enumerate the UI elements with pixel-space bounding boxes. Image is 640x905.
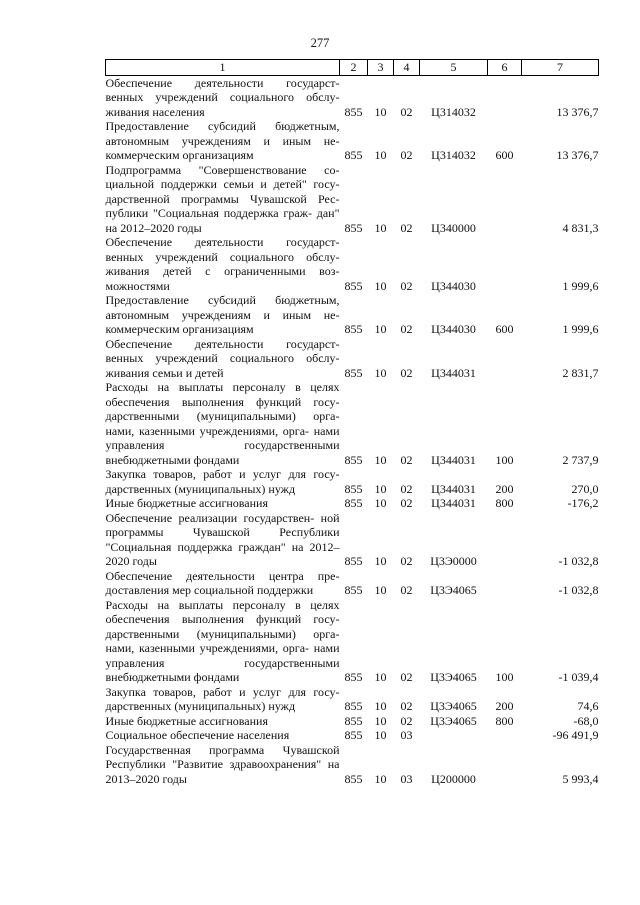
- row-section-code: 10: [374, 554, 387, 568]
- budget-table: [105, 59, 599, 786]
- row-amount: 13 376,7: [556, 104, 599, 119]
- row-amount: -1 039,4: [558, 670, 599, 684]
- row-name: Иные бюджетные ассигнования: [105, 713, 268, 728]
- row-section-code: 10: [374, 728, 387, 742]
- row-amount: 2 831,7: [562, 365, 599, 380]
- row-expense-type: 100: [495, 670, 514, 684]
- row-expense-type: 800: [495, 713, 514, 728]
- column-header: 5: [420, 60, 488, 76]
- row-name: Закупка товаров, работ и услуг для госу- дарственных (муниципальных) нужд: [105, 684, 340, 713]
- row-target-article: Ц3Э4065: [430, 713, 477, 728]
- column-header: 7: [522, 60, 599, 76]
- table-row: [106, 598, 599, 685]
- row-ministry-code: 855: [344, 496, 363, 510]
- row-subsection-code: 02: [400, 496, 413, 510]
- row-expense-type: [488, 337, 522, 381]
- row-amount: 4 831,3: [562, 220, 599, 235]
- row-subsection-code: 02: [400, 699, 413, 713]
- row-expense-type: [488, 75, 522, 119]
- row-name: Обеспечение деятельности центра пре- доставления мер социальной поддержки: [105, 568, 340, 597]
- row-section-code: 10: [374, 104, 387, 119]
- row-ministry-code: 855: [344, 554, 363, 568]
- row-ministry-code: 855: [344, 220, 363, 235]
- row-section-code: 10: [374, 148, 387, 162]
- row-ministry-code: 855: [344, 481, 363, 496]
- row-subsection-code: 02: [400, 220, 413, 235]
- row-target-article: Ц3Э4065: [430, 699, 477, 713]
- row-subsection-code: 02: [400, 554, 413, 568]
- row-subsection-code: 02: [400, 104, 413, 119]
- row-ministry-code: 855: [344, 104, 363, 119]
- row-name: Государственная программа Чувашской Республики "Развитие здравоохранения" на 2013–2020 годы: [105, 742, 340, 786]
- row-target-article: Ц344031: [431, 452, 476, 467]
- table-row: [106, 511, 599, 569]
- row-section-code: 10: [374, 583, 387, 597]
- row-name: Социальное обеспечение населения: [105, 728, 290, 742]
- row-name: Расходы на выплаты персоналу в целях обеспечения выполнения функций госу- дарственными (муниципальными) орга- нами, казенными учреждениями, орга- нами управления государственными внебюджетными фондами: [105, 597, 340, 684]
- row-expense-type: 600: [495, 322, 514, 336]
- row-section-code: 10: [374, 670, 387, 684]
- row-section-code: 10: [374, 322, 387, 336]
- row-ministry-code: 855: [344, 670, 363, 684]
- table-row: [106, 337, 599, 381]
- row-section-code: 10: [374, 365, 387, 380]
- row-amount: -1 032,8: [558, 554, 599, 568]
- row-subsection-code: 02: [400, 365, 413, 380]
- row-name: Иные бюджетные ассигнования: [105, 496, 268, 510]
- row-section-code: 10: [374, 771, 387, 786]
- table-row: [106, 293, 599, 337]
- row-name: Подпрограмма "Совершенствование со- циальной поддержки семьи и детей" госу- дарственной программы Чувашской Рес- публики "Социальная поддержка граж- дан" на 2012–2020 годы: [105, 162, 340, 235]
- row-name: Предоставление субсидий бюджетным, автономным учреждениям и иным не- коммерческим организациям: [105, 293, 340, 336]
- row-ministry-code: 855: [344, 713, 363, 728]
- row-amount: -176,2: [567, 496, 599, 510]
- row-target-article: Ц344030: [431, 278, 476, 293]
- row-ministry-code: 855: [344, 452, 363, 467]
- table-row: [106, 728, 599, 743]
- table-row: [106, 496, 599, 511]
- row-name: Обеспечение деятельности государст- венных учреждений социального обслу- живания населения: [105, 75, 340, 119]
- row-name: Обеспечение деятельности государст- венных учреждений социального обслу- живания семьи и детей: [105, 336, 340, 380]
- row-target-article: Ц344031: [431, 496, 476, 510]
- row-subsection-code: 03: [400, 728, 413, 742]
- row-amount: -68,0: [573, 713, 599, 728]
- row-expense-type: 800: [495, 496, 514, 510]
- row-amount: -96 491,9: [552, 728, 599, 742]
- row-target-article: Ц314032: [431, 148, 476, 162]
- row-expense-type: [488, 235, 522, 293]
- row-subsection-code: 02: [400, 322, 413, 336]
- row-section-code: 10: [374, 278, 387, 293]
- row-section-code: 10: [374, 452, 387, 467]
- row-section-code: 10: [374, 699, 387, 713]
- row-target-article: Ц344031: [431, 365, 476, 380]
- row-ministry-code: 855: [344, 699, 363, 713]
- page-number: 277: [310, 36, 330, 50]
- row-amount: 270,0: [571, 481, 599, 496]
- row-amount: 1 999,6: [562, 278, 599, 293]
- row-expense-type: 100: [495, 452, 514, 467]
- row-target-article: Ц340000: [431, 220, 476, 235]
- row-name: Обеспечение деятельности государст- венных учреждений социального обслу- живания детей с ограниченными воз- можностями: [105, 235, 340, 293]
- table-row: [106, 380, 599, 467]
- row-target-article: Ц344030: [431, 322, 476, 336]
- row-name: Предоставление субсидий бюджетным, автономным учреждениям и иным не- коммерческим организациям: [105, 119, 340, 162]
- row-section-code: 10: [374, 496, 387, 510]
- row-name: Обеспечение реализации государствен- ной программы Чувашской Республики "Социальная поддержка граждан" на 2012–2020 годы: [105, 510, 340, 568]
- row-ministry-code: 855: [344, 365, 363, 380]
- row-section-code: 10: [374, 713, 387, 728]
- row-expense-type: 600: [495, 148, 514, 162]
- table-row: [106, 685, 599, 714]
- row-name: Закупка товаров, работ и услуг для госу- дарственных (муниципальных) нужд: [105, 467, 340, 496]
- row-amount: 2 737,9: [562, 452, 599, 467]
- row-ministry-code: 855: [344, 148, 363, 162]
- table-row: [106, 75, 599, 119]
- table-row: [106, 714, 599, 729]
- table-row: [106, 743, 599, 787]
- row-expense-type: [488, 569, 522, 598]
- row-section-code: 10: [374, 220, 387, 235]
- row-target-article: Ц3Э0000: [430, 554, 477, 568]
- row-amount: 13 376,7: [556, 148, 599, 162]
- table-row: [106, 119, 599, 163]
- column-header-row: [106, 60, 599, 76]
- row-ministry-code: 855: [344, 583, 363, 597]
- row-expense-type: [488, 163, 522, 236]
- row-subsection-code: 02: [400, 583, 413, 597]
- row-ministry-code: 855: [344, 322, 363, 336]
- row-expense-type: [488, 511, 522, 569]
- row-ministry-code: 855: [344, 771, 363, 786]
- column-header: 2: [340, 60, 368, 76]
- row-subsection-code: 03: [400, 771, 413, 786]
- row-subsection-code: 02: [400, 481, 413, 496]
- row-amount: 5 993,4: [562, 771, 599, 786]
- row-ministry-code: 855: [344, 728, 363, 742]
- row-subsection-code: 02: [400, 713, 413, 728]
- table-row: [106, 569, 599, 598]
- row-subsection-code: 02: [400, 278, 413, 293]
- column-header: 6: [488, 60, 522, 76]
- row-expense-type: 200: [495, 481, 514, 496]
- row-target-article: Ц344031: [431, 481, 476, 496]
- row-expense-type: [488, 743, 522, 787]
- column-header: 1: [106, 60, 340, 76]
- row-target-article: Ц3Э4065: [430, 583, 477, 597]
- row-amount: -1 032,8: [558, 583, 599, 597]
- column-header: 4: [394, 60, 420, 76]
- row-subsection-code: 02: [400, 148, 413, 162]
- table-row: [106, 163, 599, 236]
- row-target-article: Ц3Э4065: [430, 670, 477, 684]
- table-row: [106, 467, 599, 496]
- row-target-article: [420, 728, 488, 743]
- row-amount: 74,6: [577, 699, 599, 713]
- row-ministry-code: 855: [344, 278, 363, 293]
- row-expense-type: 200: [495, 699, 514, 713]
- row-section-code: 10: [374, 481, 387, 496]
- row-subsection-code: 02: [400, 670, 413, 684]
- row-amount: 1 999,6: [562, 322, 599, 336]
- row-expense-type: [488, 728, 522, 743]
- column-header: 3: [368, 60, 394, 76]
- row-subsection-code: 02: [400, 452, 413, 467]
- row-target-article: Ц314032: [431, 104, 476, 119]
- table-row: [106, 235, 599, 293]
- row-name: Расходы на выплаты персоналу в целях обеспечения выполнения функций госу- дарственными (муниципальными) орга- нами, казенными учреждениями, орга- нами управления государственными внебюджетными фондами: [105, 380, 340, 467]
- row-target-article: Ц200000: [431, 771, 476, 786]
